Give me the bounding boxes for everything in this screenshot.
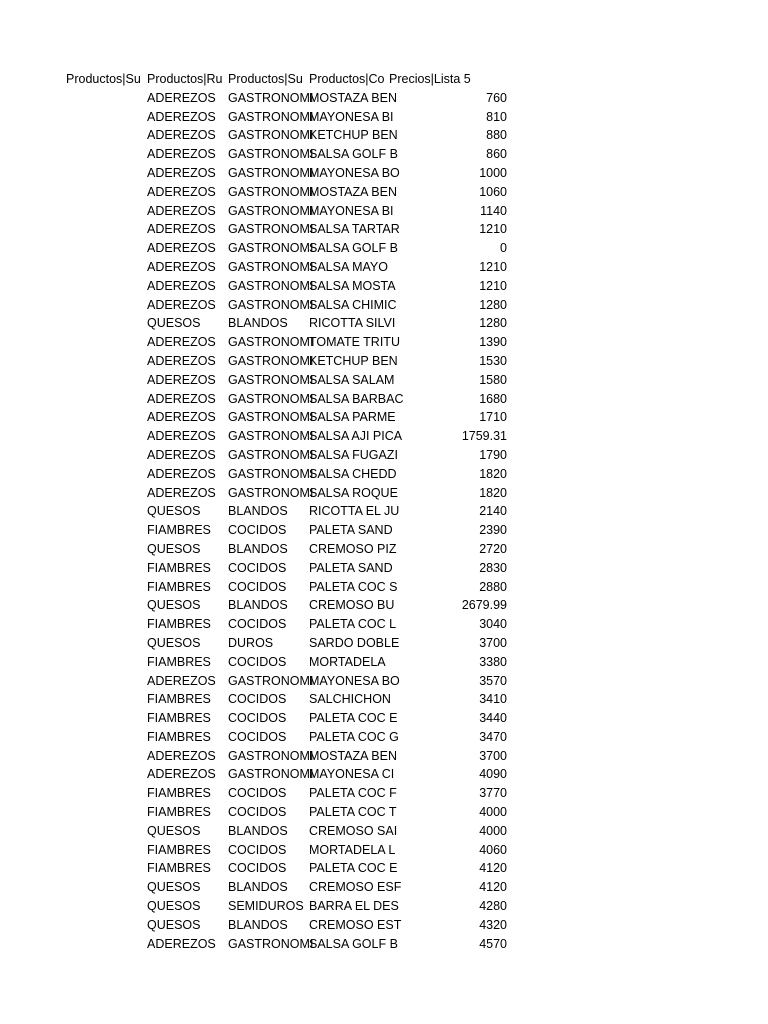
price-cell[interactable]: 3770	[479, 786, 507, 801]
table-cell[interactable]	[66, 841, 145, 860]
table-cell[interactable]: GASTRONOMI	[228, 147, 314, 162]
table-cell[interactable]: SALSA ROQUE	[309, 485, 398, 500]
price-cell[interactable]: 3700	[479, 748, 507, 763]
table-cell[interactable]: MOSTAZA BEN	[309, 90, 397, 105]
table-cell[interactable]: MOSTAZA BEN	[309, 184, 397, 199]
table-cell[interactable]: ADEREZOS	[147, 936, 216, 951]
table-cell[interactable]: GASTRONOMI	[228, 485, 314, 500]
table-cell[interactable]: SALSA AJI PICA	[309, 429, 403, 444]
price-cell[interactable]: 2390	[479, 523, 507, 538]
table-cell[interactable]	[66, 465, 145, 484]
table-cell[interactable]: GASTRONOMI	[228, 109, 314, 124]
table-cell[interactable]	[66, 615, 145, 634]
price-cell[interactable]: 3700	[479, 635, 507, 650]
table-cell[interactable]: GASTRONOMI	[228, 410, 314, 425]
table-cell[interactable]: SALSA FUGAZI	[309, 447, 398, 462]
table-cell[interactable]: PALETA COC E	[309, 711, 398, 726]
table-cell[interactable]: COCIDOS	[228, 654, 287, 669]
table-cell[interactable]: ADEREZOS	[147, 466, 216, 481]
table-cell[interactable]: CREMOSO EST	[309, 917, 402, 932]
table-cell[interactable]	[66, 352, 145, 371]
table-cell[interactable]	[66, 897, 145, 916]
table-cell[interactable]: MAYONESA BI	[309, 203, 394, 218]
table-cell[interactable]	[66, 521, 145, 540]
table-cell[interactable]: SALSA BARBAC	[309, 391, 404, 406]
table-cell[interactable]: GASTRONOMI	[228, 297, 314, 312]
table-cell[interactable]: QUESOS	[147, 635, 201, 650]
price-cell[interactable]: 2720	[479, 541, 507, 556]
table-cell[interactable]: GASTRONOMI	[228, 466, 314, 481]
price-cell[interactable]: 4570	[479, 936, 507, 951]
price-cell[interactable]: 1820	[479, 466, 507, 481]
table-cell[interactable]: GASTRONOMI	[228, 241, 314, 256]
table-cell[interactable]: GASTRONOMI	[228, 673, 314, 688]
table-cell[interactable]: MORTADELA	[309, 654, 386, 669]
table-cell[interactable]	[66, 333, 145, 352]
table-cell[interactable]: QUESOS	[147, 316, 201, 331]
price-cell[interactable]: 1580	[479, 372, 507, 387]
table-cell[interactable]: SALSA SALAM	[309, 372, 395, 387]
table-cell[interactable]: GASTRONOMI	[228, 353, 314, 368]
price-cell[interactable]: 4000	[479, 805, 507, 820]
table-cell[interactable]: MAYONESA BO	[309, 673, 400, 688]
table-cell[interactable]: QUESOS	[147, 598, 201, 613]
table-cell[interactable]: QUESOS	[147, 899, 201, 914]
table-cell[interactable]	[66, 916, 145, 935]
table-cell[interactable]: COCIDOS	[228, 560, 287, 575]
table-cell[interactable]: FIAMBRES	[147, 805, 211, 820]
table-cell[interactable]	[66, 390, 145, 409]
price-cell[interactable]: 4060	[479, 842, 507, 857]
table-cell[interactable]	[66, 859, 145, 878]
table-cell[interactable]: SALSA MAYO	[309, 259, 388, 274]
table-cell[interactable]: ADEREZOS	[147, 184, 216, 199]
table-cell[interactable]: CREMOSO SAI	[309, 823, 398, 838]
table-cell[interactable]: COCIDOS	[228, 617, 287, 632]
table-cell[interactable]	[66, 709, 145, 728]
table-cell[interactable]: GASTRONOMI	[228, 203, 314, 218]
price-cell[interactable]: 1710	[479, 410, 507, 425]
table-cell[interactable]: GASTRONOMI	[228, 184, 314, 199]
table-cell[interactable]: ADEREZOS	[147, 90, 216, 105]
table-cell[interactable]: BLANDOS	[228, 880, 288, 895]
table-cell[interactable]: RICOTTA EL JU	[309, 504, 400, 519]
table-cell[interactable]	[66, 164, 145, 183]
price-cell[interactable]: 1280	[479, 297, 507, 312]
price-cell[interactable]: 860	[486, 147, 507, 162]
table-cell[interactable]	[66, 296, 145, 315]
table-cell[interactable]: QUESOS	[147, 917, 201, 932]
table-cell[interactable]: PALETA COC T	[309, 805, 397, 820]
table-cell[interactable]: QUESOS	[147, 504, 201, 519]
price-cell[interactable]: 2679.99	[461, 598, 507, 613]
table-cell[interactable]	[66, 578, 145, 597]
table-cell[interactable]	[66, 559, 145, 578]
price-cell[interactable]: 4000	[479, 823, 507, 838]
price-cell[interactable]: 1000	[479, 165, 507, 180]
table-cell[interactable]	[66, 126, 145, 145]
table-cell[interactable]: FIAMBRES	[147, 654, 211, 669]
table-cell[interactable]	[66, 728, 145, 747]
table-cell[interactable]	[66, 145, 145, 164]
table-cell[interactable]: COCIDOS	[228, 523, 287, 538]
price-cell[interactable]: 1210	[479, 259, 507, 274]
price-cell[interactable]: 760	[486, 90, 507, 105]
price-cell[interactable]: 2140	[479, 504, 507, 519]
table-cell[interactable]: GASTRONOMI	[228, 767, 314, 782]
table-cell[interactable]: ADEREZOS	[147, 128, 216, 143]
price-cell[interactable]: 4120	[479, 880, 507, 895]
table-cell[interactable]: SALSA MOSTA	[309, 278, 396, 293]
table-cell[interactable]	[66, 690, 145, 709]
price-cell[interactable]: 1210	[479, 222, 507, 237]
price-cell[interactable]: 880	[486, 128, 507, 143]
table-cell[interactable]: FIAMBRES	[147, 579, 211, 594]
table-cell[interactable]: RICOTTA SILVI	[309, 316, 396, 331]
price-cell[interactable]: 4120	[479, 861, 507, 876]
table-cell[interactable]: COCIDOS	[228, 711, 287, 726]
table-cell[interactable]: ADEREZOS	[147, 748, 216, 763]
table-cell[interactable]	[66, 408, 145, 427]
table-cell[interactable]: BLANDOS	[228, 504, 288, 519]
table-cell[interactable]: ADEREZOS	[147, 391, 216, 406]
table-cell[interactable]: ADEREZOS	[147, 429, 216, 444]
table-cell[interactable]	[66, 427, 145, 446]
table-cell[interactable]: SEMIDUROS	[228, 899, 304, 914]
table-cell[interactable]	[66, 239, 145, 258]
price-cell[interactable]: 1820	[479, 485, 507, 500]
table-cell[interactable]: MOSTAZA BEN	[309, 748, 397, 763]
table-cell[interactable]	[66, 314, 145, 333]
table-cell[interactable]: GASTRONOMI	[228, 391, 314, 406]
table-cell[interactable]: BLANDOS	[228, 316, 288, 331]
table-cell[interactable]: PALETA COC S	[309, 579, 398, 594]
table-cell[interactable]: COCIDOS	[228, 729, 287, 744]
table-cell[interactable]: FIAMBRES	[147, 617, 211, 632]
table-cell[interactable]: ADEREZOS	[147, 147, 216, 162]
table-cell[interactable]: ADEREZOS	[147, 222, 216, 237]
table-cell[interactable]: PALETA COC G	[309, 729, 399, 744]
table-cell[interactable]: SARDO DOBLE	[309, 635, 400, 650]
table-cell[interactable]: SALSA CHEDD	[309, 466, 397, 481]
table-cell[interactable]: SALCHICHON	[309, 692, 391, 707]
table-cell[interactable]: SALSA GOLF B	[309, 936, 398, 951]
price-cell[interactable]: 3440	[479, 711, 507, 726]
table-cell[interactable]: ADEREZOS	[147, 372, 216, 387]
price-cell[interactable]: 4280	[479, 899, 507, 914]
table-cell[interactable]	[66, 89, 145, 108]
price-cell[interactable]: 3040	[479, 617, 507, 632]
table-cell[interactable]	[66, 747, 145, 766]
header-cell[interactable]: Productos|Su	[228, 72, 303, 86]
table-cell[interactable]: ADEREZOS	[147, 109, 216, 124]
table-cell[interactable]: SALSA TARTAR	[309, 222, 400, 237]
table-cell[interactable]: ADEREZOS	[147, 485, 216, 500]
table-cell[interactable]: BLANDOS	[228, 917, 288, 932]
table-cell[interactable]: CREMOSO PIZ	[309, 541, 397, 556]
table-cell[interactable]	[66, 202, 145, 221]
table-cell[interactable]: COCIDOS	[228, 805, 287, 820]
table-cell[interactable]: GASTRONOMI	[228, 259, 314, 274]
price-cell[interactable]: 3380	[479, 654, 507, 669]
price-cell[interactable]: 1060	[479, 184, 507, 199]
table-cell[interactable]	[66, 183, 145, 202]
table-cell[interactable]: CREMOSO BU	[309, 598, 395, 613]
table-cell[interactable]: CREMOSO ESF	[309, 880, 402, 895]
table-cell[interactable]	[66, 484, 145, 503]
table-cell[interactable]	[66, 878, 145, 897]
table-cell[interactable]: ADEREZOS	[147, 203, 216, 218]
table-cell[interactable]: MAYONESA BO	[309, 165, 400, 180]
price-cell[interactable]: 1790	[479, 447, 507, 462]
table-cell[interactable]: SALSA GOLF B	[309, 241, 398, 256]
table-cell[interactable]: GASTRONOMI	[228, 936, 314, 951]
table-cell[interactable]	[66, 634, 145, 653]
table-cell[interactable]: SALSA PARME	[309, 410, 396, 425]
table-cell[interactable]	[66, 822, 145, 841]
table-cell[interactable]: TOMATE TRITU	[309, 335, 400, 350]
table-cell[interactable]	[66, 935, 145, 954]
price-cell[interactable]: 1759.31	[461, 429, 507, 444]
price-cell[interactable]: 4320	[479, 917, 507, 932]
table-cell[interactable]	[66, 672, 145, 691]
table-cell[interactable]	[66, 540, 145, 559]
table-cell[interactable]	[66, 446, 145, 465]
price-cell[interactable]: 810	[486, 109, 507, 124]
table-cell[interactable]: FIAMBRES	[147, 786, 211, 801]
price-cell[interactable]: 1140	[480, 203, 507, 218]
table-cell[interactable]: COCIDOS	[228, 579, 287, 594]
table-cell[interactable]: COCIDOS	[228, 692, 287, 707]
table-cell[interactable]: BARRA EL DES	[309, 899, 399, 914]
table-cell[interactable]: ADEREZOS	[147, 410, 216, 425]
table-cell[interactable]: GASTRONOMI	[228, 335, 314, 350]
table-cell[interactable]: BLANDOS	[228, 823, 288, 838]
table-cell[interactable]: MAYONESA BI	[309, 109, 394, 124]
table-cell[interactable]: COCIDOS	[228, 861, 287, 876]
table-cell[interactable]: ADEREZOS	[147, 447, 216, 462]
table-cell[interactable]: FIAMBRES	[147, 523, 211, 538]
price-cell[interactable]: 3570	[479, 673, 507, 688]
price-cell[interactable]: 2830	[479, 560, 507, 575]
price-cell[interactable]: 2880	[479, 579, 507, 594]
table-cell[interactable]: SALSA GOLF B	[309, 147, 398, 162]
price-cell[interactable]: 4090	[479, 767, 507, 782]
table-cell[interactable]: FIAMBRES	[147, 842, 211, 857]
table-cell[interactable]: FIAMBRES	[147, 711, 211, 726]
price-cell[interactable]: 1680	[479, 391, 507, 406]
table-cell[interactable]: BLANDOS	[228, 541, 288, 556]
table-cell[interactable]	[66, 784, 145, 803]
table-cell[interactable]	[66, 220, 145, 239]
table-cell[interactable]: KETCHUP BEN	[309, 128, 398, 143]
table-cell[interactable]: PALETA SAND	[309, 523, 393, 538]
table-cell[interactable]	[66, 371, 145, 390]
table-cell[interactable]	[66, 653, 145, 672]
table-cell[interactable]: MAYONESA CI	[309, 767, 395, 782]
table-cell[interactable]	[66, 277, 145, 296]
table-cell[interactable]: ADEREZOS	[147, 259, 216, 274]
table-cell[interactable]: ADEREZOS	[147, 297, 216, 312]
table-cell[interactable]	[66, 803, 145, 822]
table-cell[interactable]: FIAMBRES	[147, 729, 211, 744]
table-cell[interactable]: GASTRONOMI	[228, 429, 314, 444]
table-cell[interactable]: ADEREZOS	[147, 335, 216, 350]
table-cell[interactable]: MORTADELA L	[309, 842, 396, 857]
header-cell[interactable]: Productos|Co	[309, 72, 385, 86]
table-cell[interactable]: GASTRONOMI	[228, 222, 314, 237]
price-cell[interactable]: 1530	[479, 353, 507, 368]
table-cell[interactable]: PALETA COC L	[309, 617, 397, 632]
table-cell[interactable]: PALETA COC E	[309, 861, 398, 876]
table-cell[interactable]: GASTRONOMI	[228, 372, 314, 387]
table-cell[interactable]: QUESOS	[147, 541, 201, 556]
table-cell[interactable]	[66, 502, 145, 521]
header-cell[interactable]: Productos|Su	[66, 72, 141, 86]
price-cell[interactable]: 1390	[479, 335, 507, 350]
table-cell[interactable]: PALETA SAND	[309, 560, 393, 575]
table-cell[interactable]: ADEREZOS	[147, 673, 216, 688]
table-cell[interactable]: GASTRONOMI	[228, 278, 314, 293]
table-cell[interactable]: GASTRONOMI	[228, 165, 314, 180]
table-cell[interactable]	[66, 765, 145, 784]
header-cell[interactable]: Precios|Lista 5	[389, 72, 471, 86]
table-cell[interactable]: COCIDOS	[228, 842, 287, 857]
table-cell[interactable]: ADEREZOS	[147, 165, 216, 180]
table-cell[interactable]: QUESOS	[147, 880, 201, 895]
header-cell[interactable]: Productos|Ru	[147, 72, 223, 86]
table-cell[interactable]: GASTRONOMI	[228, 128, 314, 143]
table-cell[interactable]: FIAMBRES	[147, 692, 211, 707]
price-cell[interactable]: 3470	[479, 729, 507, 744]
table-cell[interactable]: GASTRONOMI	[228, 447, 314, 462]
table-cell[interactable]: QUESOS	[147, 823, 201, 838]
table-cell[interactable]	[66, 596, 145, 615]
table-cell[interactable]: ADEREZOS	[147, 241, 216, 256]
price-cell[interactable]: 3410	[479, 692, 507, 707]
table-cell[interactable]: BLANDOS	[228, 598, 288, 613]
price-cell[interactable]: 1210	[479, 278, 507, 293]
table-cell[interactable]: FIAMBRES	[147, 861, 211, 876]
table-cell[interactable]: ADEREZOS	[147, 767, 216, 782]
table-cell[interactable]: PALETA COC F	[309, 786, 397, 801]
table-cell[interactable]: KETCHUP BEN	[309, 353, 398, 368]
table-cell[interactable]: COCIDOS	[228, 786, 287, 801]
table-cell[interactable]: SALSA CHIMIC	[309, 297, 397, 312]
table-cell[interactable]: GASTRONOMI	[228, 90, 314, 105]
table-cell[interactable]: ADEREZOS	[147, 278, 216, 293]
table-cell[interactable]: FIAMBRES	[147, 560, 211, 575]
table-cell[interactable]	[66, 108, 145, 127]
table-cell[interactable]: DUROS	[228, 635, 274, 650]
price-cell[interactable]: 1280	[479, 316, 507, 331]
table-cell[interactable]	[66, 258, 145, 277]
table-cell[interactable]: ADEREZOS	[147, 353, 216, 368]
table-cell[interactable]: GASTRONOMI	[228, 748, 314, 763]
price-cell[interactable]: 0	[500, 241, 507, 256]
